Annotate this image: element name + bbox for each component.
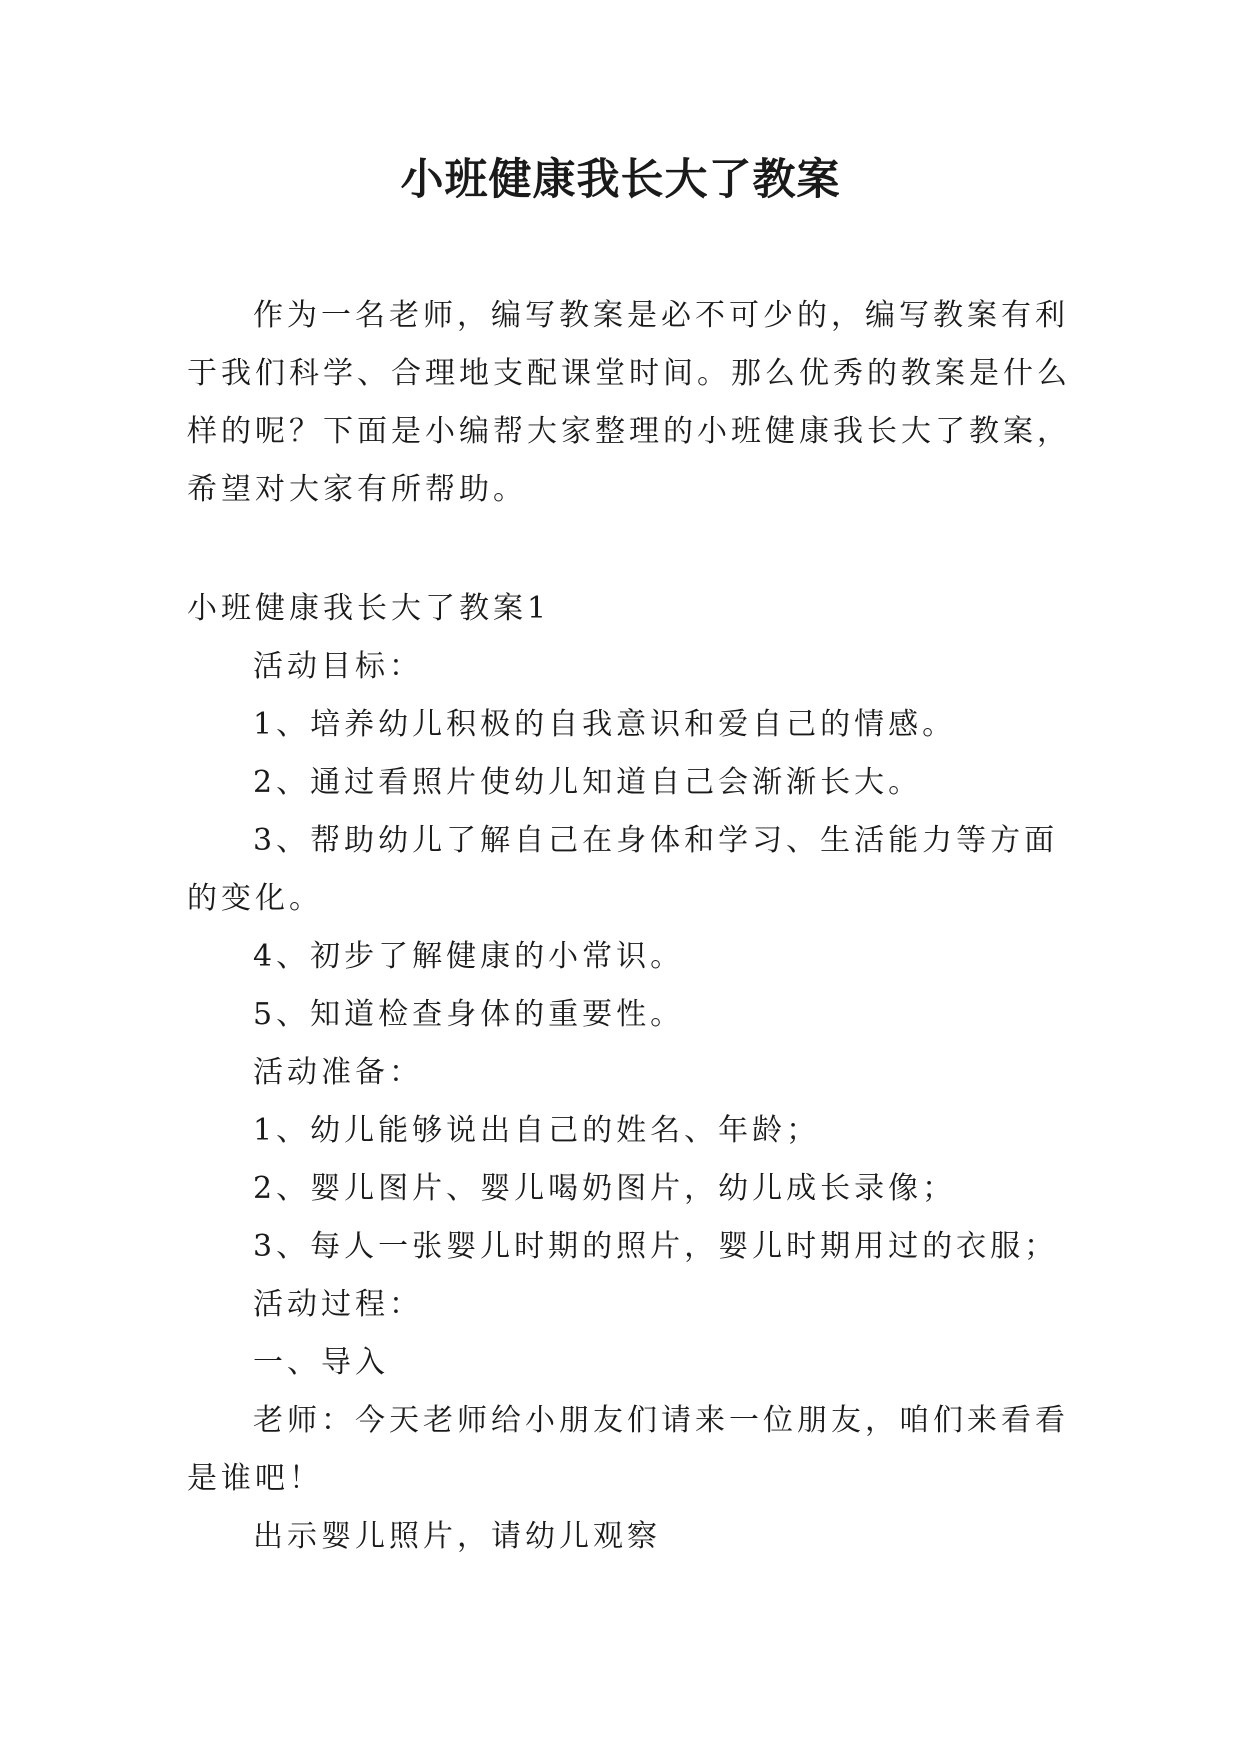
preparation-item: 3、每人一张婴儿时期的照片，婴儿时期用过的衣服；	[253, 1229, 1059, 1264]
goal-item: 3、帮助幼儿了解自己在身体和学习、生活能力等方面	[253, 823, 1059, 858]
process-text: 老师：今天老师给小朋友们请来一位朋友，咱们来看看	[253, 1403, 1069, 1438]
subheading-activity-process: 活动过程：	[253, 1287, 423, 1322]
subheading-activity-goals: 活动目标：	[253, 649, 423, 684]
subheading-activity-preparation: 活动准备：	[253, 1055, 423, 1090]
goal-item: 5、知道检查身体的重要性。	[253, 997, 685, 1032]
preparation-item: 1、幼儿能够说出自己的姓名、年龄；	[253, 1113, 821, 1148]
lesson-body	[187, 580, 1069, 1566]
document-title: 小班健康我长大了教案	[400, 155, 841, 205]
intro-line: 样的呢？下面是小编帮大家整理的小班健康我长大了教案，	[187, 414, 1071, 449]
intro-line: 作为一名老师，编写教案是必不可少的，编写教案有利	[253, 298, 1069, 333]
process-text-continuation: 是谁吧！	[187, 1461, 323, 1496]
goal-item: 4、初步了解健康的小常识。	[253, 939, 685, 974]
intro-line: 希望对大家有所帮助。	[187, 472, 527, 507]
process-step-heading: 一、导入	[253, 1345, 389, 1380]
preparation-item: 2、婴儿图片、婴儿喝奶图片，幼儿成长录像；	[253, 1171, 957, 1206]
goal-item: 2、通过看照片使幼儿知道自己会渐渐长大。	[253, 765, 923, 800]
intro-line: 于我们科学、合理地支配课堂时间。那么优秀的教案是什么	[187, 356, 1071, 391]
section-heading: 小班健康我长大了教案1	[187, 591, 551, 626]
goal-item: 1、培养幼儿积极的自我意识和爱自己的情感。	[253, 707, 957, 742]
goal-item-continuation: 的变化。	[187, 881, 323, 916]
process-text: 出示婴儿照片，请幼儿观察	[253, 1519, 661, 1554]
intro-paragraph	[187, 287, 1071, 519]
